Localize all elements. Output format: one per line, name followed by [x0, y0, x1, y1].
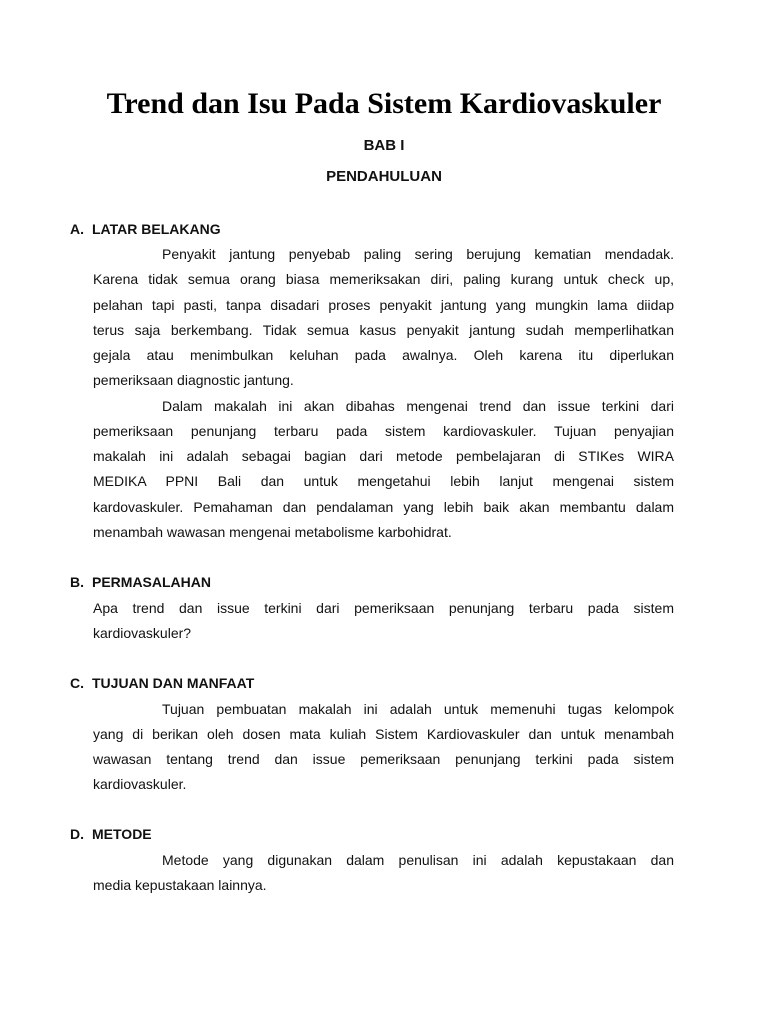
- chapter-number: BAB I: [363, 137, 405, 154]
- section-heading-latar-belakang: [70, 219, 221, 239]
- paragraph-line: Metode yang digunakan dalam penulisan ini adalah kepustakaan dan: [162, 852, 674, 868]
- paragraph-line: Tujuan pembuatan makalah ini adalah untuk memenuhi tugas kelompok: [162, 701, 674, 717]
- section-title: PERMASALAHAN: [92, 574, 211, 590]
- section-title: LATAR BELAKANG: [92, 221, 221, 237]
- section-title: METODE: [92, 826, 152, 842]
- paragraph-line: kardiovaskuler?: [93, 625, 192, 641]
- paragraph-line: makalah ini adalah sebagai bagian dari metode pembelajaran di STIKes WIRA: [93, 448, 674, 464]
- paragraph-line: Dalam makalah ini akan dibahas mengenai trend dan issue terkini dari: [162, 398, 674, 414]
- paragraph-line: terus saja berkembang. Tidak semua kasus penyakit jantung sudah memperlihatkan: [93, 322, 674, 338]
- paragraph-line: wawasan tentang trend dan issue pemeriksaan penunjang terkini pada sistem: [93, 751, 674, 767]
- paragraph-line: pelahan tapi pasti, tanpa disadari proses penyakit jantung yang mungkin lama diidap: [93, 297, 674, 313]
- paragraph-line: pemeriksaan diagnostic jantung.: [93, 372, 294, 388]
- paragraph-line: Karena tidak semua orang biasa memeriksakan diri, paling kurang untuk check up,: [93, 271, 674, 287]
- paragraph-line: menambah wawasan mengenai metabolisme karbohidrat.: [93, 524, 452, 540]
- paragraph-line: kardovaskuler. Pemahaman dan pendalaman yang lebih baik akan membantu dalam: [93, 499, 674, 515]
- section-title: TUJUAN DAN MANFAAT: [92, 675, 255, 691]
- section-heading-metode: [70, 824, 152, 844]
- paragraph-line: MEDIKA PPNI Bali dan untuk mengetahui lebih lanjut mengenai sistem: [93, 473, 674, 489]
- section-letter: A.: [70, 221, 84, 237]
- chapter-title: PENDAHULUAN: [326, 168, 442, 185]
- paragraph-line: Apa trend dan issue terkini dari pemeriksaan penunjang terbaru pada sistem: [93, 600, 674, 616]
- paragraph-line: pemeriksaan penunjang terbaru pada sistem kardiovaskuler. Tujuan penyajian: [93, 423, 674, 439]
- section-heading-tujuan-dan-manfaat: [70, 673, 254, 693]
- paragraph-line: media kepustakaan lainnya.: [93, 877, 267, 893]
- section-letter: D.: [70, 826, 84, 842]
- document-title: Trend dan Isu Pada Sistem Kardiovaskuler: [106, 87, 662, 120]
- paragraph-line: kardiovaskuler.: [93, 776, 187, 792]
- section-heading-permasalahan: [70, 572, 211, 592]
- paragraph-line: Penyakit jantung penyebab paling sering berujung kematian mendadak.: [162, 246, 674, 262]
- section-letter: B.: [70, 574, 84, 590]
- paragraph-line: yang di berikan oleh dosen mata kuliah Sistem Kardiovaskuler dan untuk menambah: [93, 726, 674, 742]
- paragraph-line: gejala atau menimbulkan keluhan pada awalnya. Oleh karena itu diperlukan: [93, 347, 674, 363]
- section-letter: C.: [70, 675, 84, 691]
